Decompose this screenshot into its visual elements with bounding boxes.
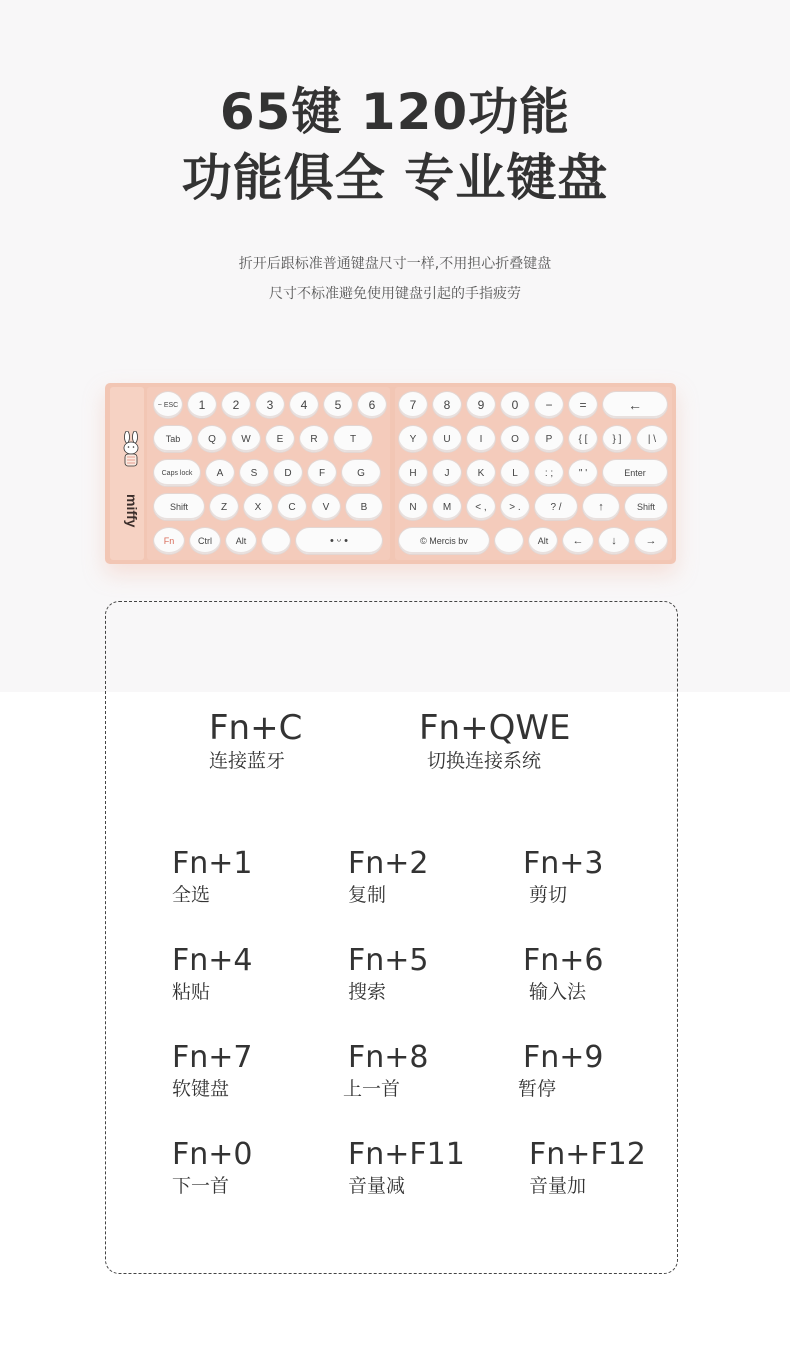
key-capslock: Caps lock	[153, 459, 201, 487]
shortcut-desc: 剪切	[529, 884, 568, 906]
shortcut-item	[343, 1040, 429, 1102]
key-p: P	[534, 425, 564, 453]
shortcut-desc: 暂停	[518, 1078, 557, 1100]
key-j: J	[432, 459, 462, 487]
key-up: ↑	[582, 493, 620, 521]
shortcut-desc: 复制	[348, 884, 387, 906]
shortcut-keys: Fn+F11	[348, 1137, 465, 1172]
key-semicolon: : ;	[534, 459, 564, 487]
key-period: > .	[500, 493, 530, 521]
key-c: C	[277, 493, 307, 521]
shortcuts-panel	[105, 601, 678, 1274]
keyboard-brand-strip	[110, 387, 144, 560]
key-blank-left	[261, 527, 291, 555]
key-3: 3	[255, 391, 285, 419]
key-a: A	[205, 459, 235, 487]
key-1: 1	[187, 391, 217, 419]
key-k: K	[466, 459, 496, 487]
subtitle-line1: 折开后跟标准普通键盘尺寸一样,不用担心折叠键盘	[238, 256, 552, 272]
shortcut-desc: 连接蓝牙	[209, 750, 286, 772]
shortcut-item	[523, 846, 604, 908]
key-shift-left: Shift	[153, 493, 205, 521]
key-r: R	[299, 425, 329, 453]
shortcut-keys: Fn+7	[172, 1040, 253, 1075]
shortcut-item	[209, 708, 302, 774]
key-u: U	[432, 425, 462, 453]
shortcut-item	[348, 846, 429, 908]
shortcut-desc: 切换连接系统	[427, 750, 542, 772]
key-ctrl: Ctrl	[189, 527, 221, 555]
key-right: →	[634, 527, 668, 555]
shortcut-item	[348, 943, 429, 1005]
key-space-left: • ᵕ •	[295, 527, 383, 555]
shortcut-desc: 输入法	[529, 981, 587, 1003]
shortcut-item	[172, 943, 253, 1005]
shortcut-keys: Fn+5	[348, 943, 429, 978]
key-g: G	[341, 459, 381, 487]
key-tab: Tab	[153, 425, 193, 453]
key-s: S	[239, 459, 269, 487]
shortcut-item	[419, 708, 570, 774]
shortcut-keys: Fn+9	[523, 1040, 604, 1075]
headline-line1: 65键 120功能	[219, 83, 571, 141]
shortcut-desc: 音量减	[348, 1175, 406, 1197]
key-blank-right	[494, 527, 524, 555]
key-backslash: | \	[636, 425, 668, 453]
shortcut-keys: Fn+3	[523, 846, 604, 881]
key-slash: ? /	[534, 493, 578, 521]
shortcut-desc: 音量加	[529, 1175, 587, 1197]
shortcut-desc: 软键盘	[172, 1078, 230, 1100]
key-bracket-right: } ]	[602, 425, 632, 453]
key-q: Q	[197, 425, 227, 453]
key-x: X	[243, 493, 273, 521]
key-t: T	[333, 425, 373, 453]
key-5: 5	[323, 391, 353, 419]
shortcut-desc: 上一首	[343, 1078, 401, 1100]
shortcut-keys: Fn+6	[523, 943, 604, 978]
key-8: 8	[432, 391, 462, 419]
key-backspace: ←	[602, 391, 668, 419]
key-v: V	[311, 493, 341, 521]
key-i: I	[466, 425, 496, 453]
shortcut-keys: Fn+1	[172, 846, 253, 881]
key-shift-right: Shift	[624, 493, 668, 521]
key-2: 2	[221, 391, 251, 419]
shortcut-desc: 下一首	[172, 1175, 230, 1197]
key-h: H	[398, 459, 428, 487]
key-e: E	[265, 425, 295, 453]
key-f: F	[307, 459, 337, 487]
key-w: W	[231, 425, 261, 453]
key-left: ←	[562, 527, 594, 555]
key-b: B	[345, 493, 383, 521]
keyboard-image	[105, 383, 676, 564]
shortcut-desc: 粘贴	[172, 981, 211, 1003]
bunny-icon	[120, 431, 142, 471]
shortcut-desc: 全选	[172, 884, 211, 906]
shortcut-item	[172, 1137, 253, 1199]
shortcut-desc: 搜索	[348, 981, 387, 1003]
shortcut-item	[523, 943, 604, 1005]
shortcut-keys: Fn+0	[172, 1137, 253, 1172]
key-z: Z	[209, 493, 239, 521]
shortcut-item	[348, 1137, 465, 1199]
key-7: 7	[398, 391, 428, 419]
key-fn: Fn	[153, 527, 185, 555]
key-equal: =	[568, 391, 598, 419]
key-d: D	[273, 459, 303, 487]
key-bracket-left: { [	[568, 425, 598, 453]
key-enter: Enter	[602, 459, 668, 487]
subtitle-line2: 尺寸不标准避免使用键盘引起的手指疲劳	[269, 286, 521, 302]
key-n: N	[398, 493, 428, 521]
shortcut-item	[529, 1137, 646, 1199]
key-mercis: © Mercis bv	[398, 527, 490, 555]
shortcut-keys: Fn+C	[209, 708, 303, 748]
key-0: 0	[500, 391, 530, 419]
key-9: 9	[466, 391, 496, 419]
key-comma: < ,	[466, 493, 496, 521]
key-alt-right: Alt	[528, 527, 558, 555]
key-m: M	[432, 493, 462, 521]
key-y: Y	[398, 425, 428, 453]
shortcut-keys: Fn+4	[172, 943, 253, 978]
key-o: O	[500, 425, 530, 453]
shortcut-keys: Fn+8	[348, 1040, 429, 1075]
shortcut-keys: Fn+F12	[529, 1137, 646, 1172]
shortcut-item	[518, 1040, 604, 1102]
shortcut-keys: Fn+QWE	[419, 708, 571, 748]
shortcut-item	[172, 846, 253, 908]
key-esc: ~ ESC	[153, 391, 183, 419]
key-quote: " '	[568, 459, 598, 487]
key-down: ↓	[598, 527, 630, 555]
shortcut-keys: Fn+2	[348, 846, 429, 881]
key-alt-left: Alt	[225, 527, 257, 555]
key-l: L	[500, 459, 530, 487]
headline-line2: 功能俱全 专业键盘	[181, 149, 609, 207]
shortcut-item	[172, 1040, 253, 1102]
keyboard-brand-text: miffy	[124, 494, 140, 528]
key-minus: −	[534, 391, 564, 419]
key-6: 6	[357, 391, 387, 419]
key-4: 4	[289, 391, 319, 419]
